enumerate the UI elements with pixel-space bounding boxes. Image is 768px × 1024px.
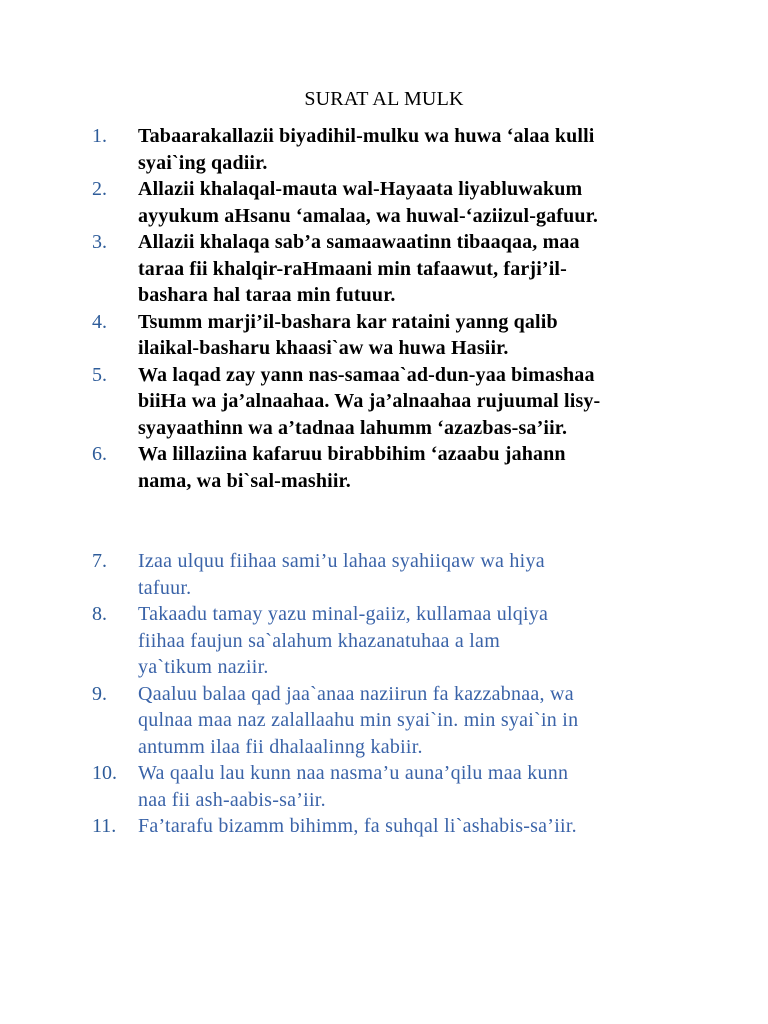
verse-list [92, 123, 712, 840]
verse-number: 11. [92, 815, 117, 837]
list-item [92, 441, 712, 494]
verse-text: Takaadu tamay yazu minal-gaiiz, kullamaa ulqiya fiihaa faujun sa`alahum khazanatuhaa a lam ya`tikum naziir. [138, 603, 549, 678]
verse-text: Allazii khalaqal-mauta wal-Hayaata liyabluwakum ayyukum aHsanu ‘amalaa, wa huwal-‘aziizul-gafuur. [138, 178, 599, 227]
verse-number: 4. [92, 310, 107, 333]
list-item [92, 176, 712, 229]
verse-text: Wa lillaziina kafaruu birabbihim ‘azaabu jahann nama, wa bi`sal-mashiir. [138, 443, 566, 492]
section-gap [92, 494, 712, 548]
verse-number: 2. [92, 178, 107, 200]
verse-text: Wa qaalu lau kunn naa nasma’u auna’qilu maa kunn naa fii ash-aabis-sa’iir. [138, 762, 569, 811]
verse-number: 7. [92, 550, 107, 572]
list-item [92, 601, 712, 681]
verse-number: 10. [92, 762, 117, 784]
verse-text: Tabaarakallazii biyadihil-mulku wa huwa ‘alaa kulli syai`ing qadiir. [138, 125, 595, 174]
verse-text: Fa’tarafu bizamm bihimm, fa suhqal li`ashabis-sa’iir. [138, 815, 577, 837]
verse-number: 8. [92, 603, 107, 625]
list-item [92, 813, 712, 840]
list-item [92, 760, 712, 813]
list-item [92, 229, 712, 309]
verse-text: Tsumm marji’il-bashara kar rataini yanng qalib ilaikal-basharu khaasi`aw wa huwa Hasiir. [138, 310, 558, 359]
verse-number: 6. [92, 443, 107, 465]
verse-text: Wa laqad zay yann nas-samaa`ad-dun-yaa bimashaa biiHa wa ja’alnaahaa. Wa ja’alnaahaa rujuumal lisy- syayaathinn wa a’tadnaa lahumm ‘azazbas-sa’iir. [138, 363, 601, 439]
list-item [92, 309, 712, 362]
list-item [92, 548, 712, 601]
verse-text: Qaaluu balaa qad jaa`anaa naziirun fa kazzabnaa, wa qulnaa maa naz zalallaahu min syai`in. min syai`in in antumm ilaa fii dhalaalinng kabiir. [138, 682, 579, 758]
verse-text: Izaa ulquu fiihaa sami’u lahaa syahiiqaw wa hiya tafuur. [138, 550, 545, 599]
list-item [92, 681, 712, 761]
verse-number: 5. [92, 363, 107, 386]
verse-number: 3. [92, 231, 107, 253]
list-item [92, 123, 712, 176]
list-item [92, 362, 712, 442]
verse-text: Allazii khalaqa sab’a samaawaatinn tibaaqaa, maa taraa fii khalqir-raHmaani min tafaawut, farji’il- bashara hal taraa min futuur. [138, 231, 580, 306]
page-title: SURAT AL MULK [304, 88, 464, 110]
verse-number: 1. [92, 125, 107, 147]
verse-number: 9. [92, 682, 107, 705]
